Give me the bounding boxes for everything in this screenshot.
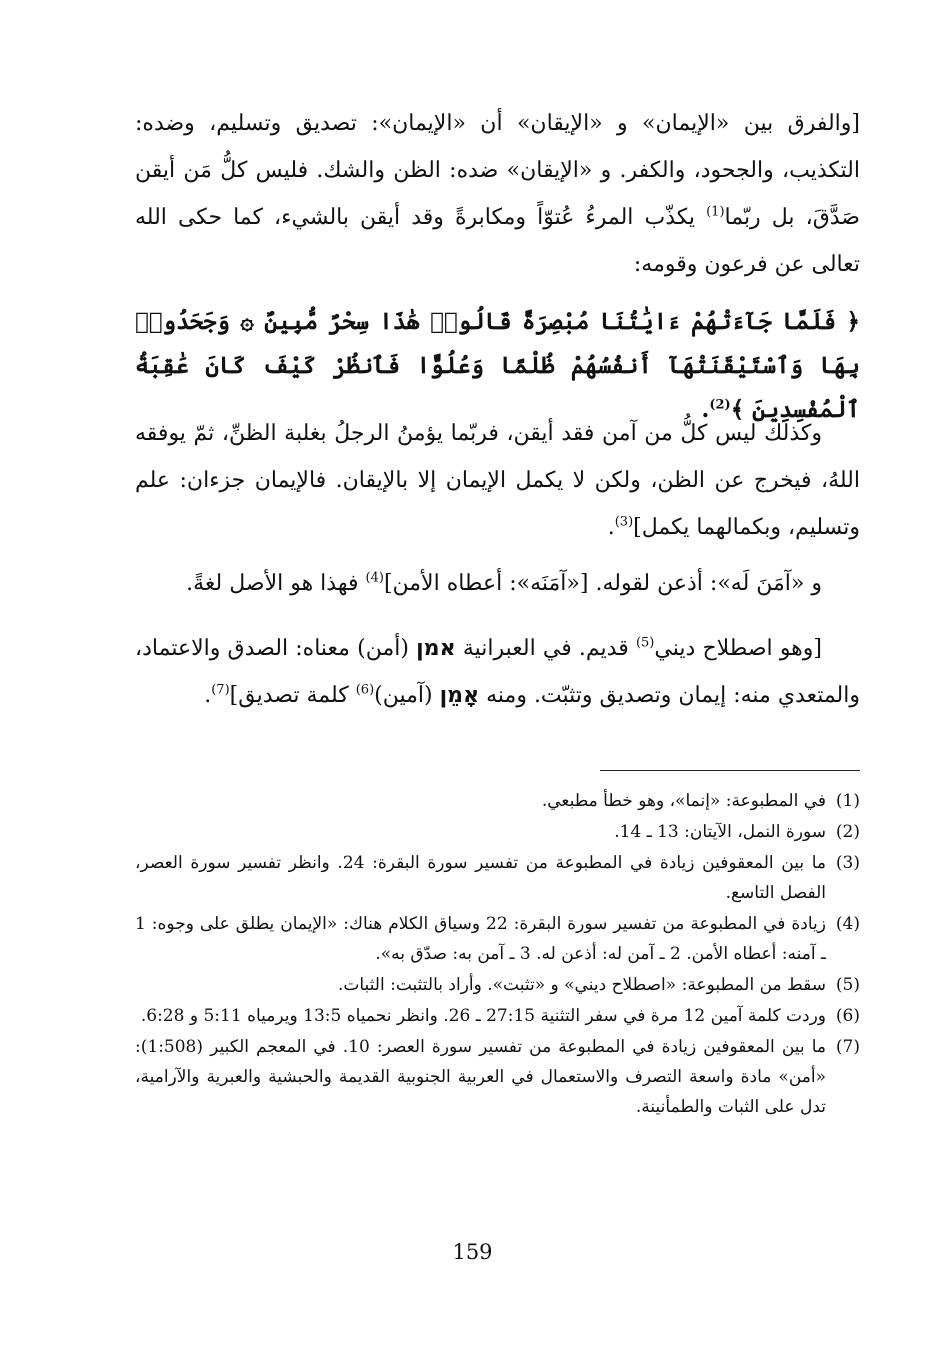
footnote-text: ما بين المعقوفين زيادة في المطبوعة من تفسير سورة العصر: 10. في المعجم الكبير (1:508): «أمن» مادة واسعة التصرف والاستعمال في العربية الجنوبية القديمة والحبشية والعبرية والآرامية، تدل على الثبات والطمأنينة. <box>135 1037 826 1117</box>
footnote-item <box>135 786 860 816</box>
footnote-ref: (3) <box>614 514 634 530</box>
footnote-text: سقط من المطبوعة: «اصطلاح ديني» و «تثبت». وأراد بالتثبت: الثبات. <box>337 975 826 995</box>
footnote-ref: (7) <box>211 682 230 698</box>
footnote-separator <box>600 770 860 771</box>
page-number: 159 <box>452 1240 493 1264</box>
footnote-item <box>135 848 860 908</box>
paragraph-iman-iqan <box>135 100 860 288</box>
footnote-text: وردت كلمة آمين 12 مرة في سفر التثنية 27:15 ـ 26. وانظر نحمياه 13:5 ويرمياه 5:11 و 6:28. <box>140 1006 826 1026</box>
footnote-ref: (2) <box>709 397 731 413</box>
paragraph-text: (آمين) <box>374 683 440 708</box>
footnote-item <box>135 909 860 969</box>
footnote-ref: (1) <box>706 204 725 220</box>
punctuation: . <box>701 396 710 423</box>
footnote-item <box>135 970 860 1000</box>
footnote-number: (1) <box>835 791 860 811</box>
hebrew-word-amn: אמן <box>416 636 456 661</box>
footnote-item <box>135 817 860 847</box>
footnote-ref: (5) <box>635 635 655 651</box>
paragraph-text: يكذّب المرءُ عُتوّاً ومكابرةً وقد أيقن بالشيء، كما حكى الله تعالى عن فرعون وقومه: <box>135 205 860 277</box>
footnote-item <box>135 1032 860 1122</box>
footnotes-list <box>135 786 860 1123</box>
footnote-number: (6) <box>835 1006 860 1026</box>
paragraph-text: قديم. في العبرانية <box>455 636 636 661</box>
footnote-number: (5) <box>835 975 860 995</box>
paragraph-hebrew-term <box>135 625 860 719</box>
footnote-text: في المطبوعة: «إنما»، وهو خطأ مطبعي. <box>541 791 826 811</box>
paragraph-text: كلمة تصديق] <box>229 683 356 708</box>
footnote-item <box>135 1001 860 1031</box>
footnote-text: زيادة في المطبوعة من تفسير سورة البقرة: 22 وسياق الكلام هناك: «الإيمان يطلق على وجوه: 1 ـ آمنه: أعطاه الأمن. 2 ـ آمن له: أذعن له. 3 ـ آمن به: صدّق به». <box>135 914 826 964</box>
footnote-number: (7) <box>835 1037 860 1057</box>
footnote-ref: (4) <box>365 570 384 586</box>
paragraph-text: فهذا هو الأصل لغةً. <box>186 571 366 596</box>
footnote-text: سورة النمل، الآيتان: 13 ـ 14. <box>614 822 826 842</box>
footnote-number: (2) <box>835 822 860 842</box>
verse-text: ﴿ فَلَمَّا جَآءَتْهُمْ ءَايَٰتُنَا مُبْصِرَةً قَالُوا۟ هَٰذَا سِحْرٌ مُّبِينٌ ۞ وَجَحَدُوا۟ بِهَا وَٱسْتَيْقَنَتْهَآ أَنفُسُهُمْ ظُلْمًا وَعُلُوًّا فَٱنظُرْ كَيْفَ كَانَ عَٰقِبَةُ ٱلْمُفْسِدِينَ ﴾ <box>135 308 860 423</box>
footnote-text: ما بين المعقوفين زيادة في المطبوعة من تفسير سورة البقرة: 24. وانظر تفسير سورة العصر، الفصل التاسع. <box>135 853 826 903</box>
punctuation: . <box>607 515 615 540</box>
punctuation: . <box>204 683 212 708</box>
footnote-number: (4) <box>835 914 860 934</box>
paragraph-text: وكذلك ليس كلُّ من آمن فقد أيقن، فربّما يؤمنُ الرجلُ بغلبة الظنِّ، ثمّ يوفقه اللهُ، فيخرج عن الظن، ولكن لا يكمل الإيمان إلا بالإيقان. فالإيمان جزءان: علم وتسليم، وبكمالهما يكمل] <box>135 421 860 540</box>
paragraph-iman-yaqin <box>135 410 860 551</box>
paragraph-aman-lahu <box>135 560 860 607</box>
footnote-number: (3) <box>835 853 860 873</box>
footnote-ref: (6) <box>355 682 375 698</box>
paragraph-text: (أمن) معناه: الصدق والاعتماد، والمتعدي منه: إيمان وتصديق وتثبّت. ومنه <box>135 636 860 708</box>
paragraph-text: [وهو اصطلاح ديني <box>654 636 822 661</box>
paragraph-text: [والفرق بين «الإيمان» و «الإيقان» أن «الإيمان»: تصديق وتسليم، وضده: التكذيب، والجحود، والكفر. و «الإيقان» ضده: الظن والشك. فليس كلُّ مَن أيقن صَدَّقَ، بل ربّما <box>135 111 860 230</box>
hebrew-word-amen: אָמֵן <box>439 683 480 708</box>
paragraph-text: و «آمَنَ لَه»: أذعن لقوله. [«آمَنَه»: أعطاه الأمن] <box>383 571 822 596</box>
